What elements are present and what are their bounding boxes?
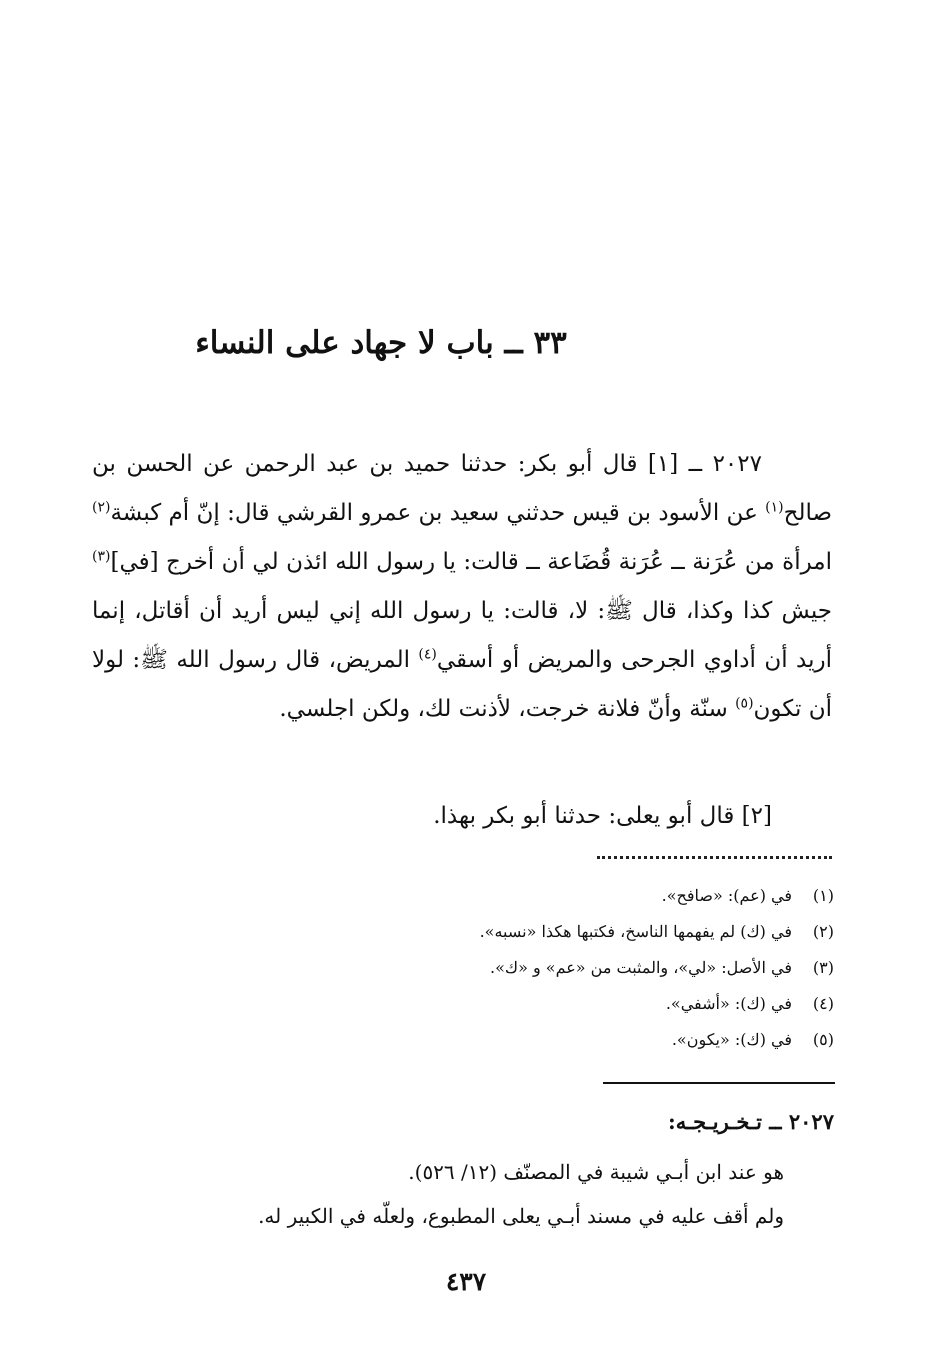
footnote-text: في (ك) لم يفهمها الناسخ، فكتبها هكذا «نسبه». (479, 922, 792, 941)
hadith-paragraph (92, 440, 832, 734)
page-number: ٤٣٧ (445, 1267, 487, 1296)
takhrij-body (104, 1150, 784, 1238)
footnote-number: (٥) (812, 1030, 834, 1049)
takhrij-line: هو عند ابن أبـي شيبة في المصنّف (١٢/ ٥٢٦). (408, 1160, 784, 1184)
footnote-item (234, 914, 834, 950)
hadith-text-segment: امرأة من عُرَنة ــ عُرَنة قُضَاعة ــ قالت: يا رسول الله ائذن لي أن أخرج [في] (110, 549, 832, 575)
takhrij-divider (603, 1082, 835, 1084)
footnote-item (234, 1022, 834, 1058)
hadith-text-segment: المريض، قال رسول الله ﷺ: لولا أن تكون (92, 647, 832, 722)
footnote-marker-2: (٢) (92, 499, 111, 516)
footnote-item (234, 986, 834, 1022)
hadith-text-segment: سنّة وأنّ فلانة خرجت، لأذنت لك، ولكن اجلسي. (279, 696, 736, 722)
footnote-text: في الأصل: «لي»، والمثبت من «عم» و «ك». (490, 958, 792, 977)
footnote-marker-4: (٤) (418, 646, 437, 663)
takhrij-line: ولم أقف عليه في مسند أبـي يعلى المطبوع، ولعلّه في الكبير له. (258, 1204, 784, 1228)
footnote-marker-3: (٣) (92, 548, 111, 565)
hadith-text-segment: جيش كذا وكذا، قال ﷺ: لا، قالت: يا رسول الله إني ليس أريد أن أقاتل، إنما أريد أن أداوي الجرحى والمريض أو أسقي (92, 598, 832, 673)
hadith-text-segment: عن الأسود بن قيس حدثني سعيد بن عمرو القرشي قال: إنّ أم كبشة (110, 500, 766, 526)
hadith-text (92, 440, 832, 734)
footnotes-list (234, 878, 834, 1058)
footnote-separator (597, 856, 832, 859)
footnote-text: في (عم): «صافح». (661, 886, 792, 905)
takhrij-heading: ٢٠٢٧ ــ تـخـريـجـه: (667, 1109, 834, 1134)
footnote-text: في (ك): «يكون». (671, 1030, 792, 1049)
footnote-marker-5: (٥) (735, 695, 754, 712)
footnote-marker-1: (١) (765, 499, 784, 516)
hadith-text-segment: ٢٠٢٧ ــ [١] قال أبو بكر: حدثنا حميد بن عبد الرحمن عن الحسن بن صالح (92, 451, 832, 526)
footnote-number: (٤) (812, 994, 834, 1013)
footnote-number: (٢) (812, 922, 834, 941)
footnote-number: (٣) (812, 958, 834, 977)
footnote-item (234, 950, 834, 986)
footnote-item (234, 878, 834, 914)
second-narration: [٢] قال أبو يعلى: حدثنا أبو بكر بهذا. (433, 803, 772, 829)
footnote-text: في (ك): «أشفي». (665, 994, 792, 1013)
chapter-title: ٣٣ ــ باب لا جهاد على النساء (195, 325, 567, 361)
footnote-number: (١) (812, 886, 834, 905)
